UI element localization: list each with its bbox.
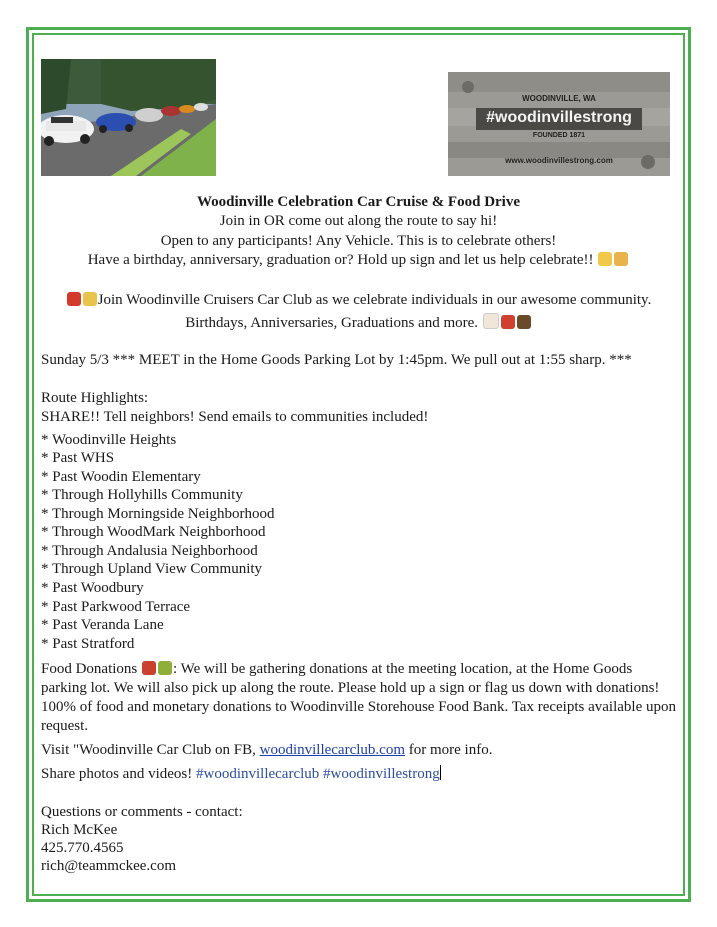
route-item: * Through Upland View Community	[41, 561, 263, 577]
car-emoji-icon	[67, 292, 81, 306]
intro-line-3	[0, 251, 717, 269]
contact-email: rich@teammckee.com	[41, 858, 176, 874]
intro-line-2: Open to any participants! Any Vehicle. This is to celebrate others!	[160, 233, 557, 249]
canned-food-emoji-icon	[142, 661, 156, 675]
contact-heading: Questions or comments - contact:	[41, 804, 243, 820]
club-line-2-text: Birthdays, Anniversaries, Graduations and more.	[185, 315, 479, 331]
party-popper-emoji-icon	[83, 292, 97, 306]
birthday-cake-emoji-icon	[483, 313, 499, 329]
route-item: * Past Parkwood Terrace	[41, 599, 191, 615]
money-bag-emoji-icon	[158, 661, 172, 675]
route-item: * Through Hollyhills Community	[41, 487, 243, 503]
logo-founded: FOUNDED 1871	[532, 132, 586, 139]
graduate-emoji-icon	[517, 315, 531, 329]
food-donations-text: : We will be gathering donations at the meeting location, at the Home Goods parking lot. We will also pick up along the route. Please hold up a sign or flag us down with donations! 100% of food and monetary donations to Woodinville Storehouse Food Bank. Tax receipts available upon request.	[41, 661, 676, 734]
route-item: * Past Woodbury	[41, 580, 144, 596]
intro-line-3-text: Have a birthday, anniversary, graduation or? Hold up sign and let us help celebrate!!	[87, 252, 594, 268]
route-item: * Past WHS	[41, 450, 115, 466]
woodinvillestrong-logo	[448, 72, 670, 176]
contact-phone: 425.770.4565	[41, 840, 124, 856]
food-donations-paragraph	[41, 660, 681, 736]
share-line	[41, 765, 441, 783]
logo-url: www.woodinvillestrong.com	[505, 156, 613, 165]
club-line-1	[0, 291, 717, 309]
route-heading: Route Highlights:	[41, 390, 149, 406]
share-prefix: Share photos and videos!	[41, 766, 196, 782]
food-donations-label: Food Donations	[41, 661, 138, 677]
visit-prefix: Visit "Woodinville Car Club on FB,	[41, 742, 260, 758]
car-cruise-photo	[41, 59, 216, 176]
website-link[interactable]: woodinvillecarclub.com	[259, 742, 405, 758]
contact-name: Rich McKee	[41, 822, 118, 838]
route-item: * Woodinville Heights	[41, 432, 177, 448]
visit-suffix: for more info.	[404, 742, 493, 758]
visit-line	[41, 741, 492, 759]
document-title: Woodinville Celebration Car Cruise & Food Drive	[196, 194, 521, 210]
route-item: * Past Veranda Lane	[41, 617, 164, 633]
route-item: * Through Morningside Neighborhood	[41, 506, 275, 522]
text-cursor	[440, 765, 441, 780]
logo-location: WOODINVILLE, WA	[522, 94, 596, 103]
club-line-1-text: Join Woodinville Cruisers Car Club as we celebrate individuals in our awesome community.	[97, 292, 652, 308]
hashtags: #woodinvillecarclub #woodinvillestrong	[195, 766, 440, 782]
logo-hashtag: #woodinvillestrong	[486, 109, 632, 126]
route-item: * Through WoodMark Neighborhood	[41, 524, 266, 540]
route-item: * Through Andalusia Neighborhood	[41, 543, 258, 559]
gift-emoji-icon	[501, 315, 515, 329]
clapping-hands-emoji-icon	[614, 252, 628, 266]
intro-line-1: Join in OR come out along the route to say hi!	[219, 213, 498, 229]
meet-info: Sunday 5/3 *** MEET in the Home Goods Parking Lot by 1:45pm. We pull out at 1:55 sharp. ***	[41, 352, 632, 368]
route-item: * Past Stratford	[41, 636, 135, 652]
route-share-note: SHARE!! Tell neighbors! Send emails to communities included!	[41, 409, 429, 425]
route-item: * Past Woodin Elementary	[41, 469, 201, 485]
celebrating-face-emoji-icon	[598, 252, 612, 266]
club-line-2	[0, 313, 717, 332]
